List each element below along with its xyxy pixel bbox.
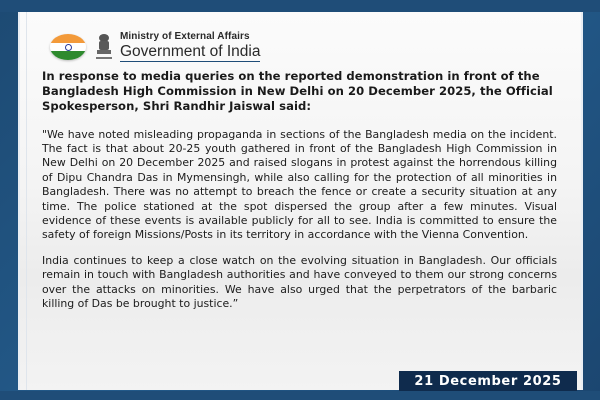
statement-lead: In response to media queries on the reported demonstration in front of the Bangladesh High Commission in New Delhi on 20 December 2025, the Official Spokesperson, Shri Randhir Jaiswal said:: [42, 69, 553, 114]
india-flag-icon: [50, 34, 86, 60]
statement-body: [42, 69, 557, 311]
national-emblem-icon: [94, 32, 114, 62]
ministry-title: [120, 32, 260, 63]
statement-card: [18, 12, 583, 390]
ministry-header: [50, 30, 260, 64]
government-name: Government of India: [120, 44, 260, 63]
date-badge: 21 December 2025: [399, 371, 577, 391]
statement-paragraph-1: "We have noted misleading propaganda in sections of the Bangladesh media on the incident. The fact is that about 20-25 youth gathered in front of the Bangladesh High Commission in New Delhi on 20 December 2025 and raised slogans in protest against the horrendous killing of Dipu Chandra Das in Mymensingh, while also calling for the protection of all minorities in Bangladesh. There was no attempt to breach the fence or create a security situation at any time. The police stationed at the spot dispersed the group after a few minutes. Visual evidence of these events is available publicly for all to see. India is committed to ensure the safety of foreign Missions/Posts in its territory in accordance with the Vienna Convention.: [42, 127, 557, 242]
bottom-background-band: [0, 391, 600, 400]
ministry-name: Ministry of External Affairs: [120, 30, 250, 42]
statement-paragraph-2: India continues to keep a close watch on the evolving situation in Bangladesh. Our officials remain in touch with Bangladesh authorities and have conveyed to them our strong concerns over the attacks on minorities. We have also urged that the perpetrators of the barbaric killing of Das be brought to justice.”: [42, 253, 557, 311]
top-background-band: [0, 0, 600, 12]
